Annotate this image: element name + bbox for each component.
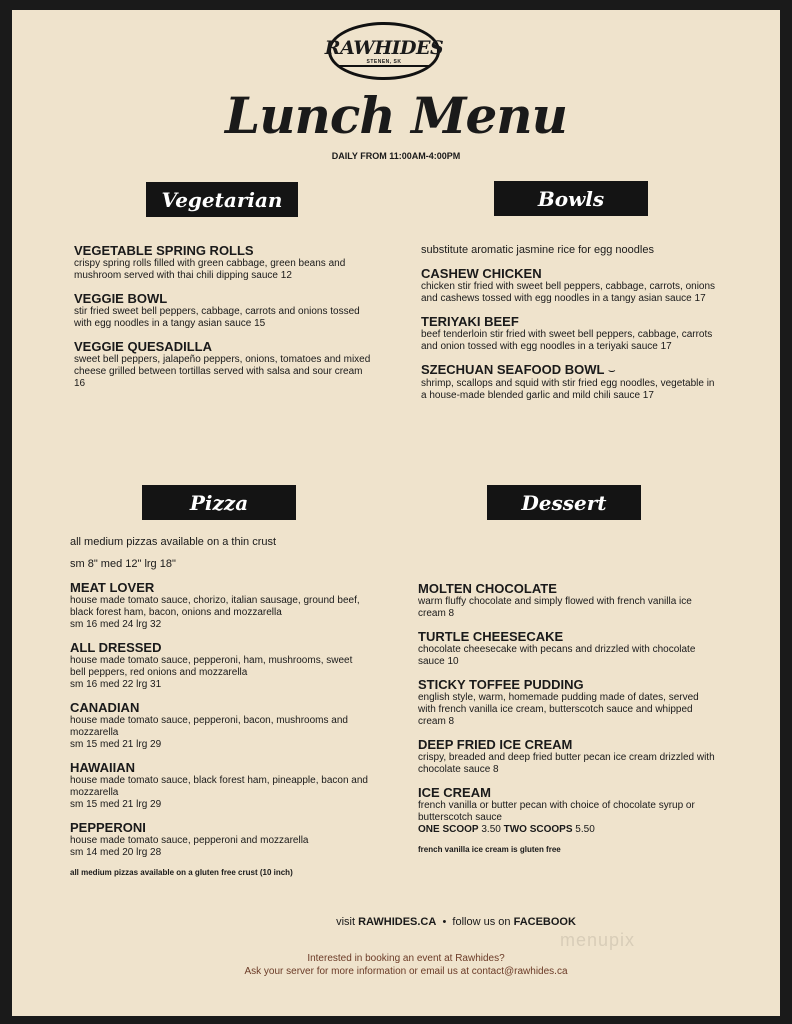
facebook-link[interactable]: FACEBOOK [513,916,576,928]
item-name: VEGGIE BOWL [74,291,168,306]
item-desc: crispy spring rolls filled with green cabbage, green beans and mushroom served with thai chili dipping sauce 12 [74,258,346,281]
footer-visit [12,916,780,928]
gluten-free-crust-note: all medium pizzas available on a gluten free crust (10 inch) [70,868,293,877]
menu-item [418,677,718,728]
item-price: sm 16 med 24 lrg 32 [70,619,162,630]
item-name: MOLTEN CHOCOLATE [418,581,557,596]
menu-item [421,314,721,353]
item-desc: chicken stir fried with sweet bell peppers, cabbage, carrots, onions and cashews tossed with egg noodles in a tangy asian sauce 17 [421,281,716,304]
booking-line-2: Ask your server for more information or email us at contact@rawhides.ca [244,966,568,977]
hours: DAILY FROM 11:00AM-4:00PM [331,151,461,161]
menu-item [421,266,721,305]
item-desc: house made tomato sauce, black forest ham, pineapple, bacon and mozzarella [70,775,368,798]
menu-item [70,820,370,859]
item-desc: sweet bell peppers, jalapeño peppers, onions, tomatoes and mixed cheese grilled between tortillas served with salsa and sour cream 16 [74,354,371,389]
logo-underline [339,65,429,67]
menu-item [74,339,374,390]
item-desc: french vanilla or butter pecan with choice of chocolate syrup or butterscotch sauce [418,800,695,823]
item-name-text: SZECHUAN SEAFOOD BOWL [421,362,605,377]
bowls-heading: Bowls [494,181,648,216]
item-desc: house made tomato sauce, pepperoni and mozzarella [70,835,309,846]
item-desc: stir fried sweet bell peppers, cabbage, carrots and onions tossed with egg noodles in a tangy asian sauce 15 [74,306,360,329]
logo-location: STENEN, SK [366,58,402,65]
menu-page [12,10,780,1016]
item-name: DEEP FRIED ICE CREAM [418,737,573,752]
two-scoops-price: 5.50 [575,824,595,835]
menu-item [70,640,370,691]
spicy-icon: ⌣ [607,363,616,377]
one-scoop-label: ONE SCOOP [418,824,479,835]
website-link[interactable]: RAWHIDES.CA [358,916,437,928]
item-desc: house made tomato sauce, chorizo, italian sausage, ground beef, black forest ham, bacon, onions and mozzarella [70,595,360,618]
item-name: ICE CREAM [418,785,491,800]
dessert-heading: Dessert [487,485,641,520]
item-name: CASHEW CHICKEN [421,266,542,281]
booking-info [12,952,780,978]
logo-name: RAWHIDES [324,36,444,59]
item-name: TURTLE CHEESECAKE [418,629,564,644]
pizza-sizes: sm 8" med 12" lrg 18" [70,558,176,570]
follow-text: follow us on [452,916,511,928]
item-price: sm 15 med 21 lrg 29 [70,739,162,750]
rawhides-logo [324,22,444,80]
booking-line-1: Interested in booking an event at Rawhides? [307,953,505,964]
menu-item [421,362,721,402]
item-price: sm 15 med 21 lrg 29 [70,799,162,810]
menu-item [70,760,370,811]
one-scoop-price: 3.50 [481,824,501,835]
vegetarian-section [74,243,374,390]
menu-item [418,581,718,620]
bowls-section [421,244,721,402]
item-desc: warm fluffy chocolate and simply flowed with french vanilla ice cream 8 [418,596,692,619]
gluten-free-ice-cream-note: french vanilla ice cream is gluten free [418,845,561,854]
vegetarian-heading: Vegetarian [146,182,298,217]
menu-item [418,629,718,668]
visit-text: visit [336,916,356,928]
menu-item [70,700,370,751]
dessert-section [418,581,718,855]
page-title: Lunch Menu [225,86,567,145]
item-desc: shrimp, scallops and squid with stir fried egg noodles, vegetable in a house-made blended garlic and mild chili sauce 17 [421,378,715,401]
item-name: ALL DRESSED [70,640,162,655]
pizza-heading: Pizza [142,485,296,520]
item-price: sm 16 med 22 lrg 31 [70,679,162,690]
item-name: PEPPERONI [70,820,146,835]
pizza-thin-crust-note: all medium pizzas available on a thin crust [70,536,277,548]
menu-item [70,580,370,631]
two-scoops-label: TWO SCOOPS [503,824,573,835]
item-name: HAWAIIAN [70,760,135,775]
bowls-note: substitute aromatic jasmine rice for egg noodles [421,244,654,256]
item-name [421,362,721,378]
menu-item [74,291,374,330]
item-name: MEAT LOVER [70,580,155,595]
item-desc: house made tomato sauce, pepperoni, bacon, mushrooms and mozzarella [70,715,348,738]
menu-item [74,243,374,282]
separator-dot: • [439,916,450,928]
item-desc: beef tenderloin stir fried with sweet bell peppers, cabbage, carrots and onion tossed with egg noodles in a teriyaki sauce 17 [421,329,713,352]
item-desc: house made tomato sauce, pepperoni, ham, mushrooms, sweet bell peppers, red onions and mozzarella [70,655,353,678]
item-name: STICKY TOFFEE PUDDING [418,677,584,692]
watermark: menupix [560,930,636,950]
item-name: VEGETABLE SPRING ROLLS [74,243,254,258]
item-price: sm 14 med 20 lrg 28 [70,847,162,858]
menu-item [418,737,718,776]
item-desc: crispy, breaded and deep fried butter pecan ice cream drizzled with chocolate sauce 8 [418,752,715,775]
item-name: CANADIAN [70,700,140,715]
item-desc: chocolate cheesecake with pecans and drizzled with chocolate sauce 10 [418,644,696,667]
item-name: TERIYAKI BEEF [421,314,519,329]
item-desc: english style, warm, homemade pudding made of dates, served with french vanilla ice cream, butterscotch sauce and whipped cream 8 [418,692,699,727]
item-name: VEGGIE QUESADILLA [74,339,212,354]
menu-item [418,785,718,836]
pizza-section [70,536,370,878]
scoop-prices [418,824,718,836]
